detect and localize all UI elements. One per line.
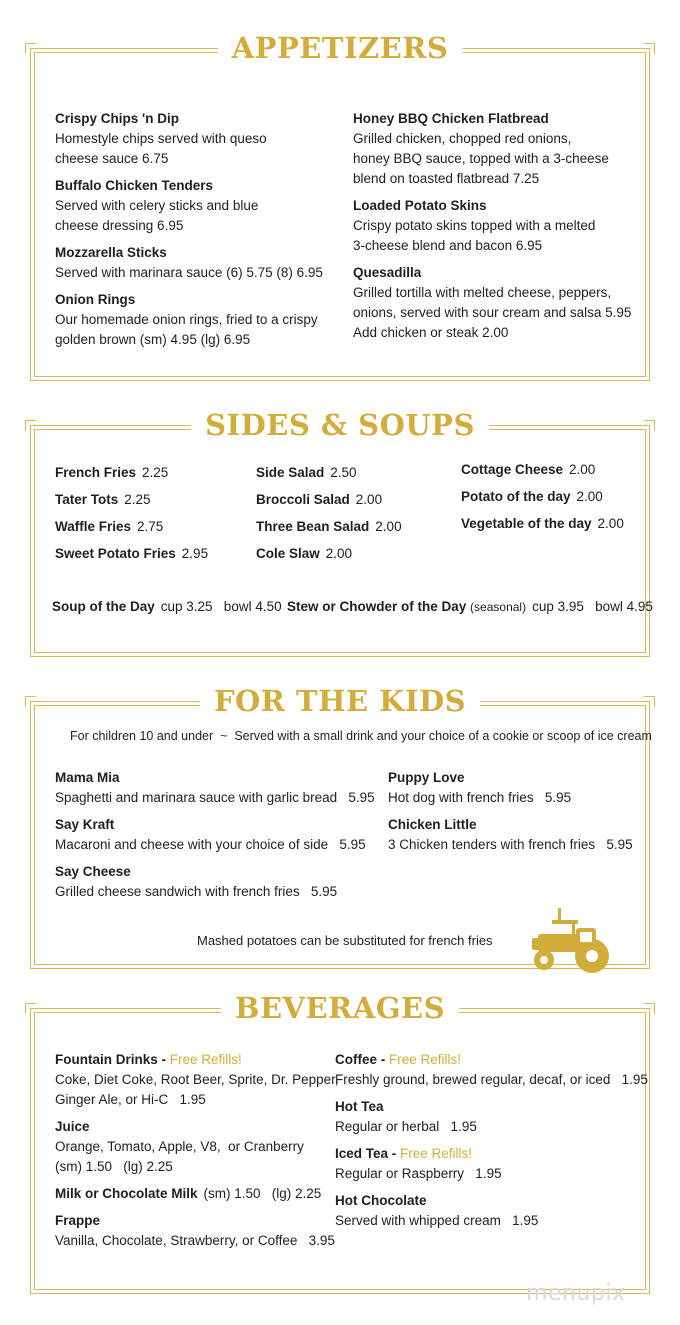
item-price: cup 3.95 bowl 4.95 [532, 599, 653, 614]
side-item [461, 460, 595, 480]
item-name: Juice [55, 1119, 90, 1134]
item-name: Iced Tea [335, 1146, 389, 1161]
item-description: Regular or Raspberry 1.95 [335, 1166, 502, 1181]
menu-item [353, 196, 595, 256]
item-name: Three Bean Salad [256, 519, 370, 534]
item-price: cup 3.25 bowl 4.50 [160, 599, 282, 614]
item-description: blend on toasted flatbread 7.25 [353, 171, 540, 186]
menu-item [55, 176, 258, 236]
item-price: 2.95 [181, 546, 209, 561]
item-price: 2.00 [355, 492, 383, 507]
item-name: Chicken Little [388, 817, 477, 832]
soup-of-the-day [52, 597, 282, 617]
item-name: Soup of the Day [52, 599, 155, 614]
menu-item [388, 768, 571, 808]
item-name: Vegetable of the day [461, 516, 592, 531]
item-name: Cole Slaw [256, 546, 320, 561]
item-name: Buffalo Chicken Tenders [55, 178, 214, 193]
menu-item [335, 1144, 502, 1184]
item-description: Grilled cheese sandwich with french fries 5.95 [55, 884, 338, 899]
side-item [55, 490, 151, 510]
item-description: 3-cheese blend and bacon 6.95 [353, 238, 543, 253]
item-name: Fountain Drinks [55, 1052, 158, 1067]
menu-item [55, 1050, 339, 1110]
item-separator: - [157, 1052, 170, 1067]
item-description: Grilled chicken, chopped red onions, [353, 131, 572, 146]
menu-item [353, 263, 631, 343]
item-description: Add chicken or steak 2.00 [353, 325, 509, 340]
item-name: Milk or Chocolate Milk [55, 1186, 198, 1201]
item-description: Ginger Ale, or Hi-C 1.95 [55, 1092, 206, 1107]
item-description: (sm) 1.50 (lg) 2.25 [55, 1159, 173, 1174]
menu-item [55, 1117, 304, 1177]
item-description: Hot dog with french fries 5.95 [388, 790, 572, 805]
item-description: Grilled tortilla with melted cheese, peppers, [353, 285, 612, 300]
free-refills-badge: Free Refills! [400, 1146, 473, 1161]
item-price: 2.25 [142, 465, 169, 480]
item-description: Our homemade onion rings, fried to a crispy [55, 312, 318, 327]
item-name: Potato of the day [461, 489, 571, 504]
side-item [461, 514, 624, 534]
stew-of-the-day [287, 597, 653, 617]
menu-item [335, 1191, 538, 1231]
item-name: Honey BBQ Chicken Flatbread [353, 111, 549, 126]
beverages-section [30, 991, 650, 1294]
item-price: 2.25 [124, 492, 151, 507]
item-description: Regular or herbal 1.95 [335, 1119, 477, 1134]
appetizers-section [30, 31, 650, 381]
menu-item [335, 1097, 477, 1137]
tractor-icon [528, 906, 614, 978]
menu-item [55, 109, 267, 169]
section-title: BEVERAGES [221, 988, 459, 1028]
menu-item [55, 1211, 335, 1251]
kids-footnote: Mashed potatoes can be substituted for french fries [197, 933, 493, 948]
section-title: FOR THE KIDS [200, 681, 480, 721]
item-description: Spaghetti and marinara sauce with garlic bread 5.95 [55, 790, 375, 805]
side-item [256, 463, 357, 483]
item-name: Say Kraft [55, 817, 115, 832]
item-name: Side Salad [256, 465, 325, 480]
item-description: Served with whipped cream 1.95 [335, 1213, 539, 1228]
menu-item [353, 109, 609, 189]
section-title: APPETIZERS [218, 28, 463, 68]
side-item [55, 463, 168, 483]
item-name: Mozzarella Sticks [55, 245, 167, 260]
item-price: 2.00 [325, 546, 353, 561]
menu-item [55, 768, 375, 808]
item-name: Mama Mia [55, 770, 120, 785]
item-name: Say Cheese [55, 864, 131, 879]
item-description: cheese dressing 6.95 [55, 218, 184, 233]
item-name: Puppy Love [388, 770, 465, 785]
item-name: Hot Chocolate [335, 1193, 427, 1208]
item-description: 3 Chicken tenders with french fries 5.95 [388, 837, 633, 852]
item-description: Macaroni and cheese with your choice of side 5.95 [55, 837, 366, 852]
item-name: Loaded Potato Skins [353, 198, 487, 213]
item-description: Crispy potato skins topped with a melted [353, 218, 596, 233]
item-name: Broccoli Salad [256, 492, 350, 507]
section-title: SIDES & SOUPS [191, 405, 489, 445]
item-price: 2.00 [576, 489, 603, 504]
item-price: 2.00 [569, 462, 596, 477]
item-name: Waffle Fries [55, 519, 132, 534]
side-item [256, 517, 402, 537]
side-item [256, 490, 382, 510]
sides-soups-section [30, 408, 653, 657]
item-price: (sm) 1.50 (lg) 2.25 [203, 1186, 322, 1201]
item-description: onions, served with sour cream and salsa 5.95 [353, 305, 632, 320]
item-description: cheese sauce 6.75 [55, 151, 169, 166]
free-refills-badge: Free Refills! [389, 1052, 462, 1067]
side-item [256, 544, 352, 564]
side-item [55, 517, 163, 537]
item-name: Hot Tea [335, 1099, 384, 1114]
item-name: Onion Rings [55, 292, 136, 307]
menu-item [55, 1184, 321, 1204]
item-name: Stew or Chowder of the Day [287, 599, 467, 614]
menu-item [55, 243, 323, 283]
item-description: Vanilla, Chocolate, Strawberry, or Coffee 3.95 [55, 1233, 335, 1248]
item-name: Cottage Cheese [461, 462, 564, 477]
menu-item [388, 815, 633, 855]
menu-item [335, 1050, 648, 1090]
item-name: Sweet Potato Fries [55, 546, 176, 561]
seasonal-note: (seasonal) [470, 600, 527, 614]
menu-item [55, 290, 318, 350]
item-name: Frappe [55, 1213, 101, 1228]
item-description: Homestyle chips served with queso [55, 131, 267, 146]
menu-item [55, 815, 366, 855]
item-price: 2.75 [137, 519, 164, 534]
kids-intro: For children 10 and under ~ Served with a small drink and your choice of a cookie or scoop of ice cream [70, 729, 652, 743]
item-price: 2.00 [597, 516, 624, 531]
item-name: Coffee [335, 1052, 378, 1067]
item-name: Tater Tots [55, 492, 119, 507]
item-name: Crispy Chips 'n Dip [55, 111, 179, 126]
menu-item [55, 862, 337, 902]
side-item [461, 487, 603, 507]
watermark-logo: menupix [526, 1281, 626, 1306]
item-name: French Fries [55, 465, 137, 480]
item-separator: - [377, 1052, 390, 1067]
item-name: Quesadilla [353, 265, 422, 280]
item-separator: - [388, 1146, 401, 1161]
item-description: Freshly ground, brewed regular, decaf, or iced 1.95 [335, 1072, 648, 1087]
item-description: Served with marinara sauce (6) 5.75 (8) 6.95 [55, 265, 323, 280]
item-description: golden brown (sm) 4.95 (lg) 6.95 [55, 332, 251, 347]
item-description: Orange, Tomato, Apple, V8, or Cranberry [55, 1139, 304, 1154]
item-price: 2.00 [375, 519, 402, 534]
item-description: honey BBQ sauce, topped with a 3-cheese [353, 151, 609, 166]
item-description: Served with celery sticks and blue [55, 198, 259, 213]
side-item [55, 544, 208, 564]
free-refills-badge: Free Refills! [169, 1052, 242, 1067]
item-description: Coke, Diet Coke, Root Beer, Sprite, Dr. Pepper, [55, 1072, 339, 1087]
item-price: 2.50 [330, 465, 357, 480]
